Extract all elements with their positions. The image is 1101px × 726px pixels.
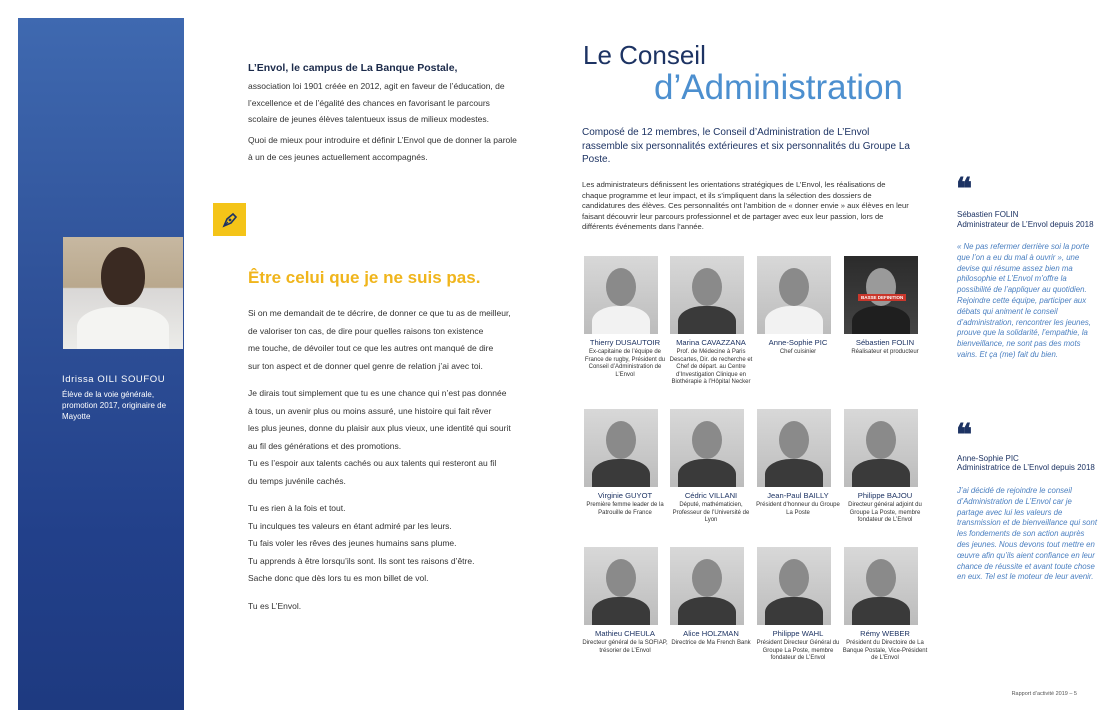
poem-line: de valoriser ton cas, de dire pour quelles raisons ton existence — [248, 325, 484, 336]
student-description: Élève de la voie générale, promotion 2017, originaire de Mayotte — [62, 390, 167, 421]
poem-line: Tu inculques tes valeurs en étant admiré par les leurs. — [248, 520, 452, 531]
member-photo — [844, 547, 918, 625]
quote-mark-icon: ❝ — [956, 172, 973, 207]
poem-line: Je dirais tout simplement que tu es une chance qui n’est pas donnée — [248, 388, 507, 398]
quote-author-role: Administratrice de L’Envol depuis 2018 — [957, 463, 1095, 472]
fountain-pen-icon — [213, 203, 246, 236]
member-photo — [844, 409, 918, 487]
poem-text — [248, 305, 538, 615]
member-photo — [757, 256, 831, 334]
member-name: Mathieu CHEULA — [595, 629, 655, 638]
member-name: Rémy WEBER — [860, 629, 910, 638]
page-title-line-1: Le Conseil — [583, 40, 706, 70]
member-name: Cédric VILLANI — [684, 491, 738, 500]
poem-line: au fil des générations et des promotions. — [248, 440, 402, 451]
member-name: Anne-Sophie PIC — [768, 338, 828, 347]
poem-line: Tu es L’Envol. — [248, 600, 302, 611]
member-photo — [584, 409, 658, 487]
quote-author-role: Administrateur de L’Envol depuis 2018 — [957, 220, 1094, 229]
low-resolution-tag: BASSE DEFINITION — [858, 294, 906, 301]
member-name: Philippe BAJOU — [857, 491, 913, 500]
page-footer: Rapport d’activité 2019 – 5 — [1011, 691, 1077, 697]
member-name: Virginie GUYOT — [597, 491, 653, 500]
board-member — [582, 409, 668, 517]
board-member — [842, 547, 928, 663]
member-photo — [844, 256, 918, 334]
member-name: Marina CAVAZZANA — [676, 338, 746, 347]
member-photo — [757, 547, 831, 625]
student-photo — [63, 237, 183, 349]
member-role: Prof. de Médecine à Paris Descartes, Dir. de recherche et Chef de départ. au Centre d’Investigation Clinique en Biothérapie à l’Hôpital Necker — [669, 349, 753, 386]
poem-line: Tu fais voler les rêves des jeunes humains sans plume. — [248, 538, 457, 548]
member-photo — [584, 256, 658, 334]
member-role: Directeur général de la SOFIAP, trésorier de L’Envol — [582, 640, 668, 654]
intro-title: L’Envol, le campus de La Banque Postale, — [248, 62, 458, 74]
quote-text: « Ne pas refermer derrière soi la porte que l’on a eu du mal à ouvrir », une devise qui résume assez bien ma philosophie et L’Envol m’offre la possibilité de l’appliquer au quotidien. Rejoindre cette équipe, participer aux débats qui animent le conseil d’administration, rencontrer les jeunes, prouve que la solidarité, l’empathie, la bienveillance, ne sont pas des mots vains. Et ça (me) fait du bien. — [957, 242, 1091, 359]
board-member — [668, 409, 754, 525]
member-name: Jean-Paul BAILLY — [767, 491, 829, 500]
board-member — [668, 256, 754, 387]
lead-paragraph: Composé de 12 membres, le Conseil d’Administration de L’Envol rassemble six personnalités extérieures et six personnalités du Groupe La Poste. — [582, 127, 910, 165]
poem-line: à tous, un avenir plus ou moins assuré, une histoire qui fait rêver — [248, 405, 492, 416]
member-role: Ex-capitaine de l’équipe de France de rugby, Président du Conseil d’Administration de L’Envol — [584, 349, 666, 378]
member-role: Directrice de Ma French Bank — [671, 640, 751, 646]
body-paragraph: Les administrateurs définissent les orientations stratégiques de L’Envol, les réalisations de chaque programme et leur impact, et ils s’impliquent dans la sélection des dossiers de candidatures des élèves. Ces personnalités ont l’ambition de « donner envie » aux élèves en leur faisant découvrir leur parcours professionnel et de partager avec eux leur passion, lors de différents événements dans l’année. — [582, 180, 909, 231]
poem-line: Tu es rien à la fois et tout. — [248, 503, 346, 513]
board-member — [755, 547, 841, 663]
member-role: Président Directeur Général du Groupe La Poste, membre fondateur de L’Envol — [756, 640, 840, 662]
poem-title: Être celui que je ne suis pas. — [248, 268, 481, 287]
member-name: Alice HOLZMAN — [683, 629, 739, 638]
poem-line: Si on me demandait de te décrire, de donner ce que tu as de meilleur, — [248, 308, 511, 318]
member-role: Réalisateur et producteur — [851, 349, 919, 355]
quote-author-name: Anne-Sophie PIC — [957, 454, 1019, 463]
member-role: Première femme leader de la Patrouille de France — [586, 502, 664, 516]
student-name: Idrissa OILI SOUFOU — [62, 374, 166, 385]
poem-line: sur ton aspect et de donner quel genre de relation j’ai avec toi. — [248, 360, 483, 371]
member-role: Président d’honneur du Groupe La Poste — [756, 502, 840, 516]
member-name: Sébastien FOLIN — [855, 338, 915, 347]
intro-text-2: Quoi de mieux pour introduire et définir L’Envol que de donner la parole à un de ces jeunes actuellement accompagnés. — [248, 135, 517, 162]
poem-line: me touche, de dévoiler tout ce que les autres ont manqué de dire — [248, 343, 494, 353]
member-role: Chef cuisinier — [779, 349, 817, 355]
board-member — [582, 547, 668, 655]
quote-text: J’ai décidé de rejoindre le conseil d’Administration de L’Envol car je partage avec lui les valeurs de transmission et de bienveillance qui sont les fondements de son action auprès des jeunes. Nous devons tout mettre en œuvre afin qu’ils aient confiance en leur chance de réussite et avant toute chose en eux. Tel est le moteur de leur avenir. — [957, 486, 1097, 582]
poem-line: Tu apprends à être lorsqu’ils sont. Ils sont tes raisons d’être. — [248, 555, 475, 566]
member-photo — [584, 547, 658, 625]
poem-line: Tu es l’espoir aux talents cachés ou aux talents qui resteront au fil — [248, 458, 497, 468]
member-name: Thierry DUSAUTOIR — [589, 338, 661, 347]
member-role: Député, mathématicien, Professeur de l’Université de Lyon — [672, 502, 750, 524]
blue-sidebar-band — [18, 18, 184, 710]
board-member — [668, 547, 754, 648]
board-member — [755, 256, 841, 357]
board-member — [842, 256, 928, 357]
member-photo — [757, 409, 831, 487]
quote-author-name: Sébastien FOLIN — [957, 210, 1019, 219]
member-role: Président du Directoire de La Banque Postale, Vice-Président de L’Envol — [842, 640, 928, 662]
member-photo — [670, 256, 744, 334]
board-member — [582, 256, 668, 379]
poem-line: Sache donc que dès lors tu es mon billet de vol. — [248, 573, 429, 583]
member-photo — [670, 409, 744, 487]
member-role: Directeur général adjoint du Groupe La Poste, membre fondateur de L’Envol — [848, 502, 922, 524]
page-title-line-2: d’Administration — [654, 68, 903, 107]
board-member — [755, 409, 841, 517]
intro-text: association loi 1901 créée en 2012, agit en faveur de l’éducation, de l’excellence et de l’égalité des chances en favorisant le parcours scolaire de jeunes élèves talentueux issus de milieux modestes. — [248, 81, 505, 124]
quote-mark-icon: ❝ — [956, 418, 973, 453]
poem-line: du temps juvénile cachés. — [248, 475, 346, 486]
board-member — [842, 409, 928, 525]
member-photo — [670, 547, 744, 625]
poem-line: les plus jeunes, donne du plaisir aux plus vieux, une identité qui sourit — [248, 423, 511, 433]
member-name: Philippe WAHL — [772, 629, 824, 638]
